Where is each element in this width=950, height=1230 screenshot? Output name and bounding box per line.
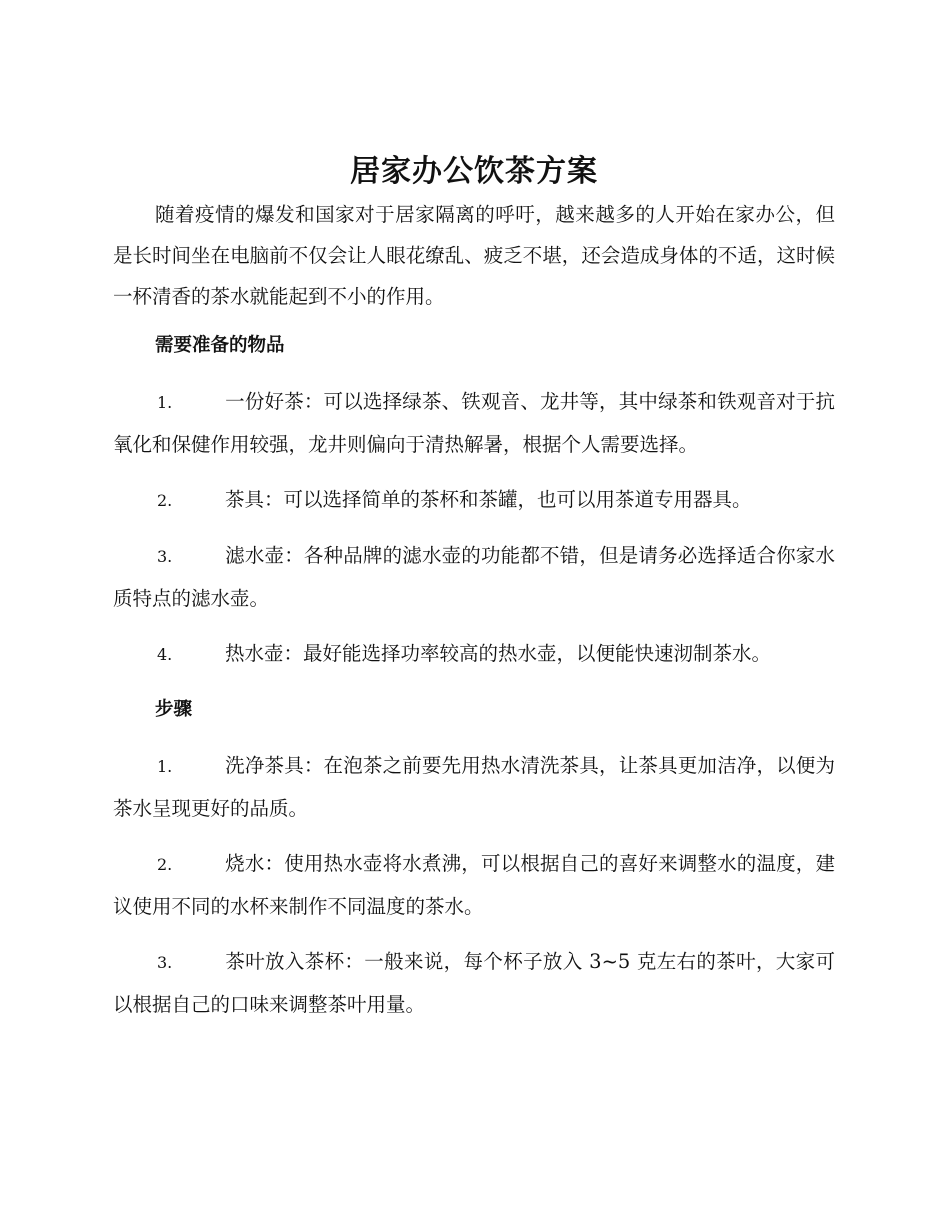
list-item-number: 3. [157,547,173,566]
list-item-number: 4. [157,645,173,664]
list-item-text: 洗净茶具：在泡茶之前要先用热水清洗茶具，让茶具更加洁净，以便为茶水呈现更好的品质。 [113,754,835,820]
list-item-number: 3. [157,953,173,972]
list-item-number: 2. [157,491,173,510]
list-item [113,843,835,928]
list-item-number: 1. [157,757,173,776]
list-item-text: 一份好茶：可以选择绿茶、铁观音、龙井等，其中绿茶和铁观音对于抗氧化和保健作用较强，龙井则偏向于清热解暑，根据个人需要选择。 [113,390,835,456]
document-title: 居家办公饮茶方案 [350,154,598,189]
section-steps [113,689,835,1026]
intro-paragraph: 随着疫情的爆发和国家对于居家隔离的呼吁，越来越多的人开始在家办公，但是长时间坐在电脑前不仅会让人眼花缭乱、疲乏不堪，还会造成身体的不适，这时候一杯清香的茶水就能起到不小的作用。 [113,203,835,308]
list-item-number: 1. [157,393,173,412]
list-item-text: 茶叶放入茶杯：一般来说，每个杯子放入 3~5 克左右的茶叶，大家可以根据自己的口味来调整茶叶用量。 [113,950,835,1016]
section-heading: 步骤 [155,699,193,720]
list-item-text: 茶具：可以选择简单的茶杯和茶罐，也可以用茶道专用器具。 [225,488,752,511]
list-item [113,745,835,830]
list-item-text: 烧水：使用热水壶将水煮沸，可以根据自己的喜好来调整水的温度，建议使用不同的水杯来制作不同温度的茶水。 [113,852,835,918]
list-item [113,941,835,1026]
section-heading: 需要准备的物品 [155,335,285,356]
document-page [113,150,835,1039]
list-item [113,633,835,676]
list-item [113,479,835,522]
list-item-text: 滤水壶：各种品牌的滤水壶的功能都不错，但是请务必选择适合你家水质特点的滤水壶。 [113,544,835,610]
list-item-number: 2. [157,855,173,874]
section-materials [113,325,835,676]
list-item [113,535,835,620]
list-item [113,381,835,466]
list-item-text: 热水壶：最好能选择功率较高的热水壶，以便能快速沏制茶水。 [225,642,772,665]
